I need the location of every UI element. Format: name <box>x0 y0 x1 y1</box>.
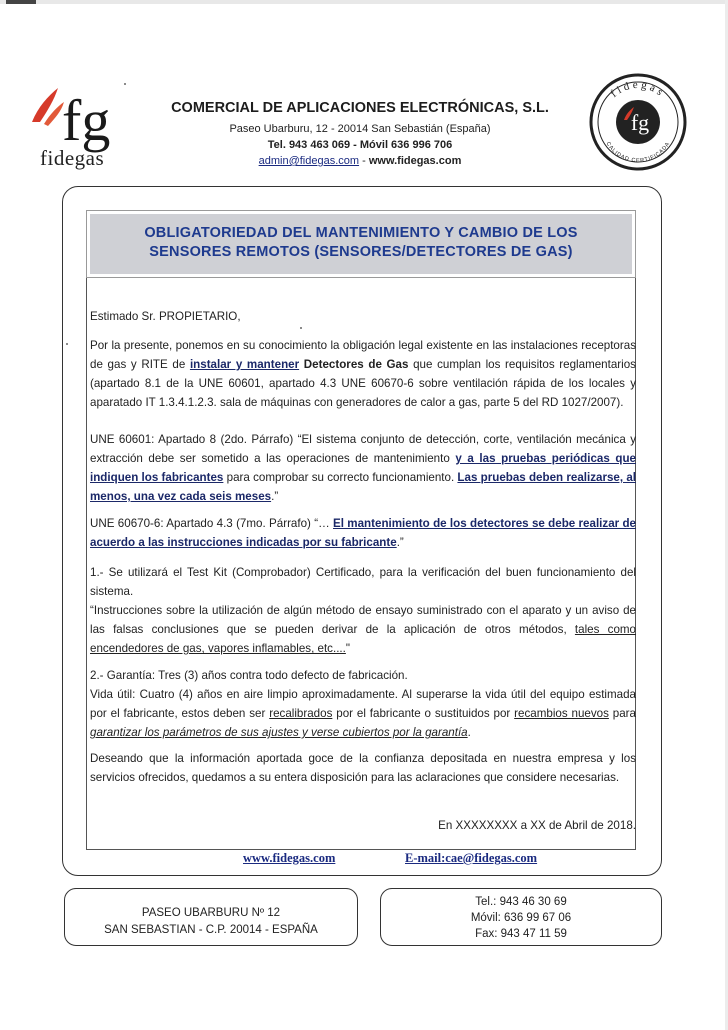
greeting-text: Estimado Sr. PROPIETARIO, <box>90 310 241 323</box>
p1-underline: instalar y mantener <box>189 358 300 371</box>
p3-text-c: .” <box>396 536 404 549</box>
admin-email-link[interactable]: admin@fidegas.com <box>258 155 360 167</box>
p6-text: Deseando que la información aportada goce de la confianza depositada en nuestra empresa y los servicios ofrecidos, quedamos a su entera disposición para las aclaraciones que considere necesarias. <box>90 752 636 784</box>
paragraph-2 <box>90 430 636 506</box>
p4-text-b: “Instrucciones sobre la utilización de algún método de ensayo suministrado con el aparato y un aviso de las falsas conclusiones que se pueden derivar de la aplicación de otros métodos, <box>90 604 636 636</box>
scan-speck <box>66 343 68 345</box>
title-line-1: OBLIGATORIEDAD DEL MANTENIMIENTO Y CAMBIO DE LOS <box>144 225 578 241</box>
footer-address-line-2: SAN SEBASTIAN - C.P. 20014 - ESPAÑA <box>104 924 318 936</box>
date-text: En XXXXXXXX a XX de Abril de 2018. <box>438 819 636 832</box>
footer-fax: Fax: 943 47 11 59 <box>475 928 567 940</box>
paragraph-5 <box>90 666 636 742</box>
quality-seal <box>588 72 688 172</box>
p5-underline-1: recalibrados <box>269 707 333 720</box>
footer-address-line-1: PASEO UBARBURU Nº 12 <box>141 907 281 919</box>
letterhead <box>150 100 570 169</box>
p3-text-a: UNE 60670-6: Apartado 4.3 (7mo. Párrafo) “… <box>90 517 334 530</box>
company-contact <box>150 153 570 169</box>
letter-date <box>90 816 636 835</box>
scan-speck <box>124 83 126 85</box>
footer-address-box <box>64 888 358 946</box>
scan-top-edge <box>0 0 728 4</box>
p2-text-b: para comprobar su correcto funcionamiento. <box>223 471 458 484</box>
p2-underline-1: y a las pruebas periódicas que indiquen los fabricantes <box>90 452 636 484</box>
p4-line-a: 1.- Se utilizará el Test Kit (Comprobador) Certificado, para la verificación del buen funcionamiento del sistema. <box>90 566 636 598</box>
p2-text-c: .” <box>271 490 279 503</box>
p4-text-c: " <box>345 642 350 655</box>
company-phones-text: Tel. 943 463 069 - Móvil 636 996 706 <box>267 139 453 151</box>
p5-underline-2: recambios nuevos <box>514 707 609 720</box>
p1-text-a: Por la presente, ponemos en su conocimiento la obligación legal existente en las instalaciones receptoras de gas y RITE de <box>90 339 636 371</box>
title-box <box>86 210 636 278</box>
website-text[interactable]: www.fidegas.com <box>368 155 462 167</box>
seal-top-text: fidegas <box>608 78 668 100</box>
footer-tel: Tel.: 943 46 30 69 <box>475 896 567 908</box>
scan-mark <box>6 0 36 4</box>
p5-text-c: por el fabricante o sustituidos por <box>332 707 515 720</box>
p5-italic-underline: garantizar los parámetros de sus ajustes y verse cubiertos por la garantía <box>90 726 468 739</box>
logo-wordmark: fidegas <box>40 146 105 170</box>
p5-text-e: . <box>467 726 471 739</box>
footer-email-link[interactable]: E-mail:cae@fidegas.com <box>405 851 538 865</box>
footer-contact-box <box>380 888 662 946</box>
contact-separator: - <box>359 155 369 167</box>
paragraph-3 <box>90 514 636 552</box>
company-name: COMERCIAL DE APLICACIONES ELECTRÓNICAS, S.L. <box>171 100 549 116</box>
paragraph-6 <box>90 749 636 787</box>
p2-underline-2: Las pruebas deben realizarse, al menos, una vez cada seis meses <box>90 471 636 503</box>
p1-bold: Detectores de Gas <box>303 358 409 371</box>
seal-mark: fg <box>630 110 650 135</box>
paragraph-4 <box>90 563 636 658</box>
seal-bottom-text: CALIDAD CERTIFICADA <box>604 141 672 165</box>
document-title <box>87 224 635 262</box>
p5-text-d: para <box>608 707 636 720</box>
p5-line-a: 2.- Garantía: Tres (3) años contra todo defecto de fabricación. <box>90 669 408 682</box>
scan-speck <box>300 327 302 329</box>
p2-text-a: UNE 60601: Apartado 8 (2do. Párrafo) “El sistema conjunto de detección, corte, ventilación mecánica y extracción debe ser sometido a las operaciones de mantenimiento <box>90 433 636 465</box>
p5-text-b: Vida útil: Cuatro (4) años en aire limpio aproximadamente. Al superarse la vida útil del equipo estimada por el fabricante, estos deben ser <box>90 688 636 720</box>
company-address: Paseo Ubarburu, 12 - 20014 San Sebastián (España) <box>229 123 491 135</box>
logo-mark: fg <box>62 88 111 153</box>
footer-movil: Móvil: 636 99 67 06 <box>470 912 572 924</box>
letter-greeting <box>90 307 636 326</box>
paragraph-1 <box>90 336 636 412</box>
company-phones <box>150 137 570 153</box>
title-line-2: SENSORES REMOTOS (SENSORES/DETECTORES DE GAS) <box>149 244 573 260</box>
p4-underline: tales como encendedores de gas, vapores inflamables, etc.... <box>90 623 637 655</box>
footer-web-link[interactable]: www.fidegas.com <box>243 851 336 865</box>
p3-underline: El mantenimiento de los detectores se debe realizar de acuerdo a las instrucciones indicadas por su fabricante <box>90 517 637 549</box>
p1-text-c: que cumplan los requisitos reglamentarios (apartado 8.1 de la UNE 60601, apartado 4.3 UNE 60670-6 sobre ventilación rápida de los locales y aparatado IT 1.3.4.1.2.3. sala de máquinas con generadores de calor a gas, parte 5 del RD 1027/2007). <box>90 358 636 409</box>
